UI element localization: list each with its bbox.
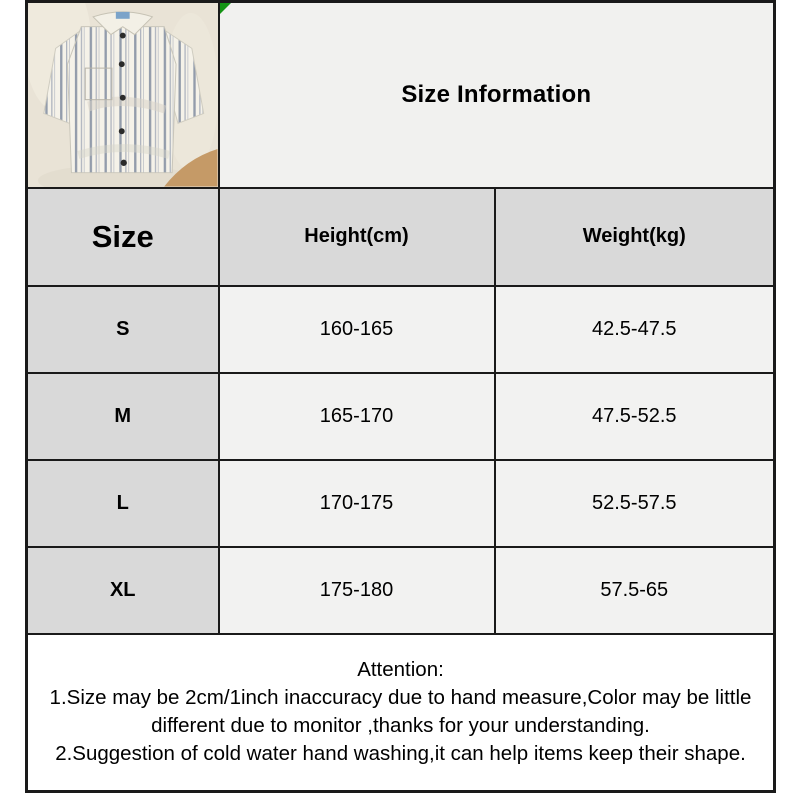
striped-shirt-image	[28, 3, 218, 187]
green-corner-marker-icon	[220, 3, 231, 14]
attention-heading: Attention:	[357, 658, 444, 682]
weight-value: 47.5-52.5	[495, 373, 775, 460]
product-photo-cell	[27, 2, 219, 188]
size-chart-sheet	[25, 0, 773, 793]
size-table	[25, 0, 776, 793]
weight-value: 57.5-65	[495, 547, 775, 634]
column-header-size: Size	[27, 188, 219, 286]
table-row-l	[27, 460, 775, 547]
size-label: M	[27, 373, 219, 460]
table-row-s	[27, 286, 775, 373]
table-row-xl	[27, 547, 775, 634]
size-label: L	[27, 460, 219, 547]
size-label: S	[27, 286, 219, 373]
attention-line-2: 2.Suggestion of cold water hand washing,it can help items keep their shape.	[55, 742, 746, 766]
top-row	[27, 2, 775, 188]
height-value: 175-180	[219, 547, 495, 634]
height-value: 160-165	[219, 286, 495, 373]
column-header-height: Height(cm)	[219, 188, 495, 286]
height-value: 165-170	[219, 373, 495, 460]
weight-value: 52.5-57.5	[495, 460, 775, 547]
size-label: XL	[27, 547, 219, 634]
table-header-row	[27, 188, 775, 286]
column-header-weight: Weight(kg)	[495, 188, 775, 286]
attention-row	[27, 634, 775, 792]
attention-line-1: 1.Size may be 2cm/1inch inaccuracy due to hand measure,Color may be little different due to monitor ,thanks for your understanding.	[49, 686, 752, 738]
attention-note	[27, 634, 775, 792]
weight-value: 42.5-47.5	[495, 286, 775, 373]
page-title: Size Information	[401, 80, 592, 108]
size-information-title-cell	[219, 2, 775, 188]
height-value: 170-175	[219, 460, 495, 547]
table-row-m	[27, 373, 775, 460]
